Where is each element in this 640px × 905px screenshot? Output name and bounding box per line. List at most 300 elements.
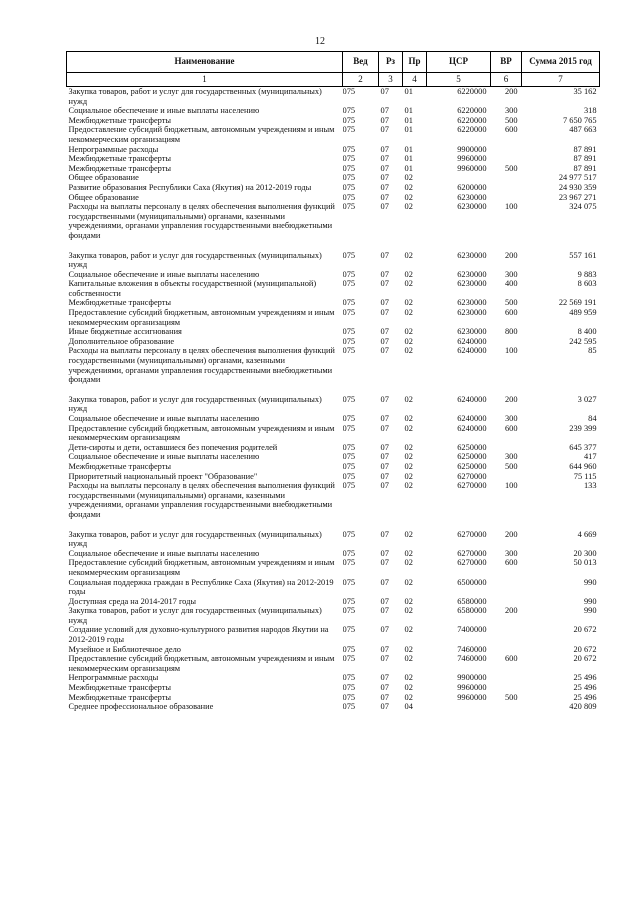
cell-pr: 02	[404, 529, 413, 539]
cell-csr: 6220000	[457, 125, 487, 135]
header-number: 4	[403, 73, 427, 87]
cell-pr: 02	[404, 202, 413, 212]
cell-rz: 07	[380, 269, 389, 279]
cell-ved: 075	[342, 683, 356, 693]
row-spacer	[67, 385, 600, 395]
cell-pr: 02	[404, 481, 413, 491]
cell-vr: 500	[504, 163, 518, 173]
cell-vr: 600	[504, 308, 518, 318]
cell-csr: 6230000	[457, 269, 487, 279]
cell-rz: 07	[380, 558, 389, 568]
cell-ved: 075	[342, 250, 356, 260]
cell-rz: 07	[380, 452, 389, 462]
table-row	[67, 145, 600, 155]
cell-sum: 3 027	[577, 394, 597, 404]
table-row	[67, 327, 600, 337]
table-row	[67, 395, 600, 414]
cell-rz: 07	[380, 173, 389, 183]
cell-vr: 600	[504, 125, 518, 135]
table-row	[67, 414, 600, 424]
table-row	[67, 625, 600, 644]
cell-rz: 07	[380, 654, 389, 664]
cell-csr: 6270000	[457, 548, 487, 558]
cell-name: Закупка товаров, работ и услуг для государственных (муниципальных) нужд	[68, 250, 322, 270]
cell-ved: 075	[342, 182, 356, 192]
cell-rz: 07	[380, 115, 389, 125]
cell-csr: 6240000	[457, 346, 487, 356]
cell-rz: 07	[380, 423, 389, 433]
cell-pr: 02	[404, 173, 413, 183]
cell-ved: 075	[342, 423, 356, 433]
cell-ved: 075	[342, 461, 356, 471]
cell-ved: 075	[342, 471, 356, 481]
cell-csr: 9900000	[457, 144, 487, 154]
cell-ved: 075	[342, 192, 356, 202]
cell-pr: 02	[404, 423, 413, 433]
cell-name: Дети-сироты и дети, оставшиеся без попечения родителей	[68, 442, 278, 452]
cell-pr: 02	[404, 182, 413, 192]
cell-csr: 6270000	[457, 558, 487, 568]
cell-pr: 01	[404, 125, 413, 135]
cell-csr: 6230000	[457, 202, 487, 212]
cell-csr: 6230000	[457, 327, 487, 337]
cell-sum: 318	[583, 106, 597, 116]
cell-vr: 300	[504, 106, 518, 116]
cell-csr: 6250000	[457, 452, 487, 462]
cell-name: Непрограммные расходы	[68, 673, 159, 683]
cell-pr: 01	[404, 144, 413, 154]
cell-pr: 01	[404, 154, 413, 164]
cell-ved: 075	[342, 394, 356, 404]
cell-vr	[491, 625, 522, 644]
cell-vr: 300	[504, 269, 518, 279]
header-number: 5	[427, 73, 491, 87]
cell-name: Общее образование	[68, 173, 139, 183]
cell-csr: 6500000	[457, 577, 487, 587]
cell-name: Предоставление субсидий бюджетным, автономным учреждениям и иным некоммерческим организациям	[68, 125, 335, 144]
cell-name: Общее образование	[68, 192, 139, 202]
table-row	[67, 597, 600, 607]
cell-csr: 6580000	[457, 596, 487, 606]
cell-pr: 01	[404, 87, 413, 96]
table-row	[67, 270, 600, 280]
cell-csr: 6240000	[457, 423, 487, 433]
cell-sum: 24 977 517	[558, 173, 597, 183]
cell-csr: 6250000	[457, 461, 487, 471]
cell-csr: 7460000	[457, 654, 487, 664]
cell-name: Межбюджетные трансферты	[68, 692, 172, 702]
cell-name: Предоставление субсидий бюджетным, автономным учреждениям и иным некоммерческим организациям	[68, 558, 335, 577]
cell-vr	[491, 578, 522, 597]
cell-vr	[491, 702, 522, 712]
cell-rz: 07	[380, 192, 389, 202]
cell-vr: 200	[504, 394, 518, 404]
cell-pr: 02	[404, 471, 413, 481]
cell-vr: 400	[504, 279, 518, 289]
cell-rz: 07	[380, 279, 389, 289]
table-row	[67, 472, 600, 482]
cell-pr: 02	[404, 327, 413, 337]
cell-rz: 07	[380, 250, 389, 260]
cell-name: Межбюджетные трансферты	[68, 461, 172, 471]
header-vr: ВР	[491, 52, 522, 73]
cell-csr: 6270000	[457, 529, 487, 539]
table-row	[67, 116, 600, 126]
cell-name: Развитие образования Республики Саха (Якутия) на 2012-2019 годы	[68, 182, 312, 192]
cell-pr: 02	[404, 644, 413, 654]
cell-pr: 02	[404, 250, 413, 260]
cell-ved: 075	[342, 529, 356, 539]
table-row	[67, 549, 600, 559]
cell-csr: 6240000	[457, 414, 487, 423]
cell-sum: 24 930 359	[558, 182, 597, 192]
cell-ved: 075	[342, 346, 356, 356]
cell-vr: 300	[504, 452, 518, 462]
cell-sum: 87 891	[573, 163, 597, 173]
cell-pr: 02	[404, 683, 413, 693]
cell-ved: 075	[342, 644, 356, 654]
cell-ved: 075	[342, 298, 356, 308]
cell-csr: 6220000	[457, 115, 487, 125]
cell-sum: 990	[583, 577, 597, 587]
cell-rz: 07	[380, 606, 389, 616]
cell-vr: 600	[504, 558, 518, 568]
cell-vr	[491, 645, 522, 655]
cell-csr: 9900000	[457, 673, 487, 683]
cell-name: Социальное обеспечение и иные выплаты населению	[68, 414, 260, 423]
cell-ved: 075	[342, 173, 356, 183]
cell-sum: 85	[588, 346, 597, 356]
cell-csr: 6270000	[457, 471, 487, 481]
cell-csr: 6240000	[457, 394, 487, 404]
cell-name: Межбюджетные трансферты	[68, 154, 172, 164]
cell-rz: 07	[380, 87, 389, 96]
cell-pr: 02	[404, 442, 413, 452]
cell-sum: 25 496	[573, 683, 597, 693]
header-name: Наименование	[67, 52, 343, 73]
cell-pr: 01	[404, 163, 413, 173]
cell-pr: 02	[404, 558, 413, 568]
cell-vr: 100	[504, 202, 518, 212]
row-spacer	[67, 520, 600, 530]
cell-ved: 075	[342, 279, 356, 289]
cell-sum: 87 891	[573, 144, 597, 154]
cell-rz: 07	[380, 471, 389, 481]
cell-ved: 075	[342, 442, 356, 452]
cell-pr: 02	[404, 308, 413, 318]
cell-rz: 07	[380, 481, 389, 491]
header-pr: Пр	[403, 52, 427, 73]
table-row	[67, 673, 600, 683]
cell-ved: 075	[342, 144, 356, 154]
cell-vr: 300	[504, 414, 518, 423]
cell-vr: 500	[504, 692, 518, 702]
cell-name: Предоставление субсидий бюджетным, автономным учреждениям и иным некоммерческим организациям	[68, 423, 335, 443]
table-row	[67, 87, 600, 107]
cell-sum: 420 809	[569, 702, 597, 712]
cell-name: Расходы на выплаты персоналу в целях обеспечения выполнения функций государственными (муниципальными) органами, казенными учреждениями, органами управления государственными внебюджетными фондами	[68, 346, 335, 385]
cell-ved: 075	[342, 558, 356, 568]
header-sum: Сумма 2015 год	[522, 52, 600, 73]
cell-rz: 07	[380, 182, 389, 192]
cell-pr: 04	[404, 702, 413, 712]
cell-sum: 489 959	[569, 308, 597, 318]
cell-sum: 645 377	[569, 442, 597, 452]
cell-ved: 075	[342, 327, 356, 337]
cell-rz: 07	[380, 298, 389, 308]
cell-ved: 075	[342, 606, 356, 616]
cell-pr: 02	[404, 394, 413, 404]
cell-sum: 8 400	[577, 327, 597, 337]
cell-rz: 07	[380, 144, 389, 154]
cell-ved: 075	[342, 414, 356, 423]
cell-vr: 100	[504, 346, 518, 356]
header-number: 2	[343, 73, 379, 87]
cell-sum: 20 672	[573, 644, 597, 654]
cell-rz: 07	[380, 548, 389, 558]
cell-rz: 07	[380, 442, 389, 452]
cell-rz: 07	[380, 596, 389, 606]
cell-csr: 6220000	[457, 87, 487, 96]
cell-ved: 075	[342, 202, 356, 212]
header-number: 6	[491, 73, 522, 87]
cell-rz: 07	[380, 106, 389, 116]
table-row	[67, 693, 600, 703]
cell-rz: 07	[380, 625, 389, 635]
cell-sum: 990	[583, 596, 597, 606]
cell-name: Закупка товаров, работ и услуг для государственных (муниципальных) нужд	[68, 394, 322, 414]
cell-rz: 07	[380, 154, 389, 164]
table-row	[67, 337, 600, 347]
cell-csr: 6580000	[457, 606, 487, 616]
cell-pr: 02	[404, 336, 413, 346]
cell-name: Закупка товаров, работ и услуг для государственных (муниципальных) нужд	[68, 606, 322, 625]
cell-ved: 075	[342, 481, 356, 491]
cell-rz: 07	[380, 683, 389, 693]
header-csr: ЦСР	[427, 52, 491, 73]
table-row	[67, 645, 600, 655]
cell-pr: 02	[404, 548, 413, 558]
cell-pr: 02	[404, 192, 413, 202]
cell-vr: 300	[504, 548, 518, 558]
cell-rz: 07	[380, 327, 389, 337]
cell-vr: 200	[504, 529, 518, 539]
spacer-cell	[67, 520, 600, 530]
table-row	[67, 424, 600, 443]
cell-sum: 35 162	[573, 87, 597, 96]
cell-csr: 9960000	[457, 692, 487, 702]
cell-ved: 075	[342, 625, 356, 635]
cell-sum: 20 672	[573, 654, 597, 664]
cell-vr	[491, 193, 522, 203]
table-row	[67, 193, 600, 203]
cell-vr	[491, 683, 522, 693]
cell-csr: 9960000	[457, 163, 487, 173]
cell-csr: 6230000	[457, 298, 487, 308]
table-row	[67, 298, 600, 308]
table-row	[67, 279, 600, 298]
cell-rz: 07	[380, 163, 389, 173]
cell-name: Расходы на выплаты персоналу в целях обеспечения выполнения функций государственными (муниципальными) органами, казенными учреждениями, органами управления государственными внебюджетными фондами	[68, 202, 335, 240]
cell-pr: 02	[404, 654, 413, 664]
cell-vr	[491, 443, 522, 453]
cell-sum: 324 075	[569, 202, 597, 212]
cell-csr: 6230000	[457, 192, 487, 202]
cell-rz: 07	[380, 461, 389, 471]
cell-ved: 075	[342, 577, 356, 587]
cell-vr	[491, 183, 522, 193]
cell-name: Расходы на выплаты персоналу в целях обеспечения выполнения функций государственными (муниципальными) органами, казенными учреждениями, органами управления государственными внебюджетными фондами	[68, 481, 335, 519]
table-row	[67, 452, 600, 462]
cell-sum: 20 300	[573, 548, 597, 558]
cell-sum: 50 013	[573, 558, 597, 568]
cell-pr: 02	[404, 461, 413, 471]
table-body	[67, 87, 600, 712]
cell-sum: 487 663	[569, 125, 597, 135]
cell-rz: 07	[380, 125, 389, 135]
cell-vr	[491, 673, 522, 683]
spacer-cell	[67, 385, 600, 395]
table-row	[67, 530, 600, 549]
table-row	[67, 702, 600, 712]
cell-name: Социальное обеспечение и иные выплаты населению	[68, 106, 260, 116]
cell-rz: 07	[380, 414, 389, 423]
cell-name: Создание условий для духовно-культурного развития народов Якутии на 2012-2019 годы	[68, 625, 329, 645]
cell-pr: 02	[404, 673, 413, 683]
cell-pr: 02	[404, 279, 413, 289]
table-row	[67, 578, 600, 597]
cell-rz: 07	[380, 308, 389, 318]
table-row	[67, 606, 600, 625]
cell-pr: 02	[404, 596, 413, 606]
cell-ved: 075	[342, 336, 356, 346]
budget-table	[66, 51, 600, 712]
table-row	[67, 308, 600, 327]
cell-vr	[491, 597, 522, 607]
cell-pr: 02	[404, 298, 413, 308]
cell-name: Закупка товаров, работ и услуг для государственных (муниципальных) нужд	[68, 87, 322, 106]
cell-rz: 07	[380, 336, 389, 346]
table-row	[67, 683, 600, 693]
cell-vr: 800	[504, 327, 518, 337]
header-ved: Вед	[343, 52, 379, 73]
table-row	[67, 164, 600, 174]
cell-sum: 87 891	[573, 154, 597, 164]
cell-name: Музейное и Библиотечное дело	[68, 644, 181, 654]
cell-sum: 417	[583, 452, 597, 462]
cell-ved: 075	[342, 692, 356, 702]
header-rz: Рз	[379, 52, 403, 73]
cell-csr	[427, 702, 491, 712]
cell-sum: 75 115	[573, 471, 597, 481]
table-row	[67, 154, 600, 164]
cell-rz: 07	[380, 346, 389, 356]
cell-name: Социальная поддержка граждан в Республике Саха (Якутия) на 2012-2019 годы	[68, 577, 334, 597]
cell-ved: 075	[342, 106, 356, 116]
cell-name: Межбюджетные трансферты	[68, 298, 172, 308]
cell-pr: 02	[404, 625, 413, 635]
cell-vr: 200	[504, 87, 518, 96]
cell-vr	[491, 173, 522, 183]
cell-ved: 075	[342, 308, 356, 318]
cell-csr: 6230000	[457, 308, 487, 318]
cell-sum: 9 883	[577, 269, 597, 279]
cell-csr: 7460000	[457, 644, 487, 654]
cell-name: Капитальные вложения в объекты государственной (муниципальной) собственности	[68, 279, 317, 298]
spacer-cell	[67, 241, 600, 251]
cell-name: Социальное обеспечение и иные выплаты населению	[68, 452, 260, 462]
table-row	[67, 251, 600, 270]
cell-csr	[427, 173, 491, 183]
cell-vr: 200	[504, 250, 518, 260]
cell-ved: 075	[342, 673, 356, 683]
table-row	[67, 183, 600, 193]
table-row	[67, 481, 600, 519]
cell-vr: 600	[504, 654, 518, 664]
header-number: 7	[522, 73, 600, 87]
cell-vr: 500	[504, 115, 518, 125]
cell-ved: 075	[342, 269, 356, 279]
table-row	[67, 106, 600, 116]
cell-vr: 100	[504, 481, 518, 491]
cell-sum: 557 161	[569, 250, 597, 260]
cell-name: Непрограммные расходы	[68, 144, 159, 154]
cell-ved: 075	[342, 154, 356, 164]
cell-rz: 07	[380, 644, 389, 654]
cell-ved: 075	[342, 87, 356, 96]
cell-csr: 7400000	[457, 625, 487, 635]
cell-name: Предоставление субсидий бюджетным, автономным учреждениям и иным некоммерческим организациям	[68, 308, 335, 327]
cell-name: Предоставление субсидий бюджетным, автономным учреждениям и иным некоммерческим организациям	[68, 654, 335, 673]
cell-name: Межбюджетные трансферты	[68, 115, 172, 125]
cell-ved: 075	[342, 702, 356, 712]
cell-vr: 600	[504, 423, 518, 433]
table-row	[67, 346, 600, 384]
cell-name: Дополнительное образование	[68, 336, 175, 346]
cell-vr	[491, 337, 522, 347]
cell-name: Межбюджетные трансферты	[68, 163, 172, 173]
cell-pr: 02	[404, 346, 413, 356]
cell-rz: 07	[380, 702, 389, 712]
cell-vr	[491, 145, 522, 155]
cell-pr: 01	[404, 115, 413, 125]
cell-csr: 6230000	[457, 279, 487, 289]
cell-name: Иные бюджетные ассигнования	[68, 327, 182, 337]
cell-ved: 075	[342, 596, 356, 606]
cell-pr: 02	[404, 452, 413, 462]
cell-sum: 242 595	[569, 336, 597, 346]
cell-rz: 07	[380, 202, 389, 212]
cell-pr: 01	[404, 106, 413, 116]
table-header	[67, 52, 600, 87]
cell-csr: 6250000	[457, 442, 487, 452]
cell-rz: 07	[380, 577, 389, 587]
cell-vr	[491, 154, 522, 164]
cell-ved: 075	[342, 125, 356, 135]
cell-csr: 9960000	[457, 683, 487, 693]
cell-name: Социальное обеспечение и иные выплаты населению	[68, 269, 260, 279]
cell-name: Социальное обеспечение и иные выплаты населению	[68, 548, 260, 558]
cell-csr: 6220000	[457, 106, 487, 116]
cell-pr: 02	[404, 692, 413, 702]
cell-ved: 075	[342, 163, 356, 173]
cell-ved: 075	[342, 452, 356, 462]
cell-csr: 6200000	[457, 182, 487, 192]
header-number: 3	[379, 73, 403, 87]
cell-csr: 6240000	[457, 336, 487, 346]
table-row	[67, 654, 600, 673]
table-row	[67, 558, 600, 577]
